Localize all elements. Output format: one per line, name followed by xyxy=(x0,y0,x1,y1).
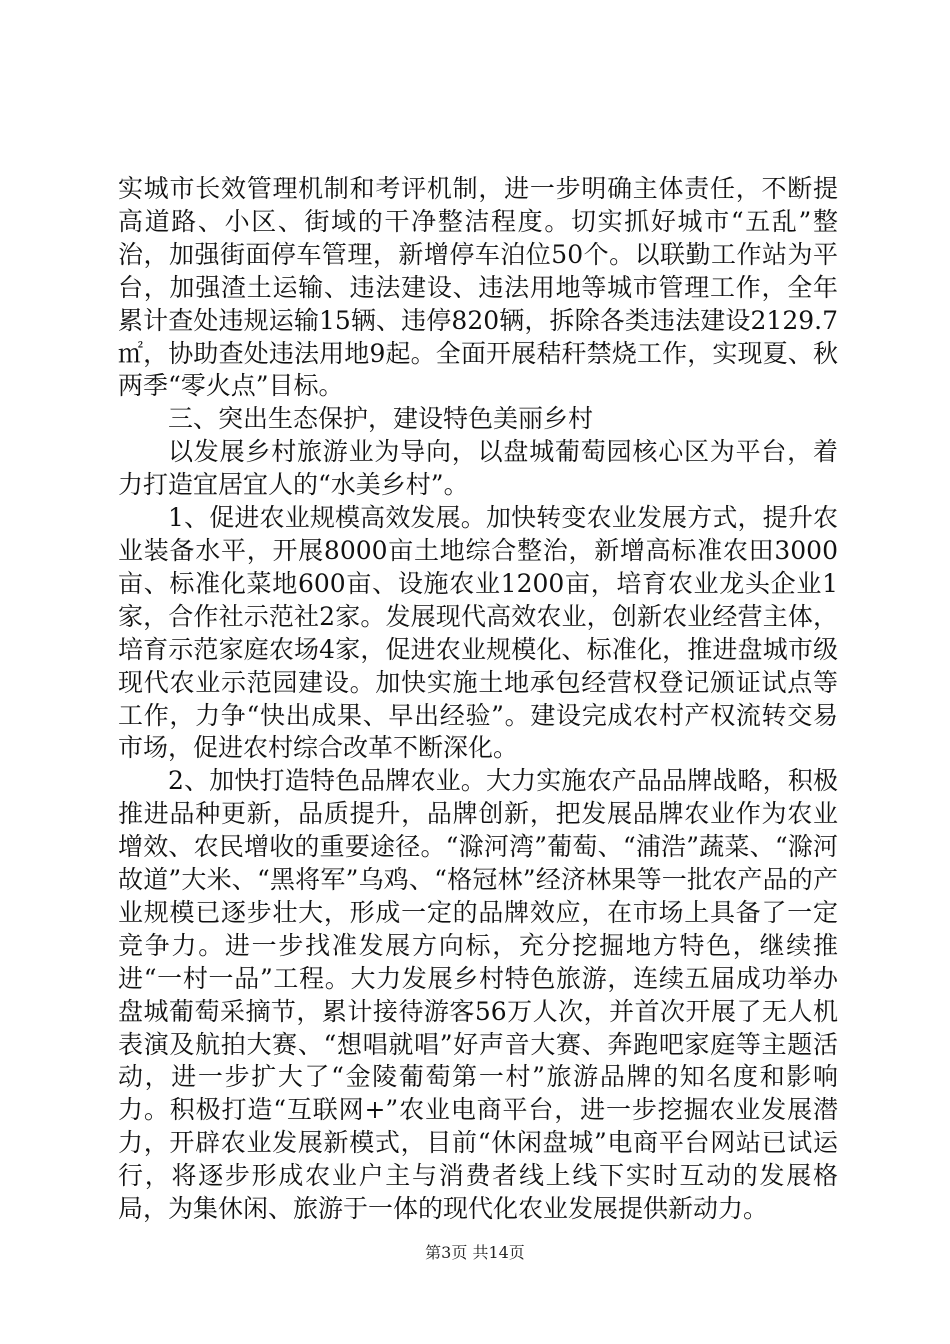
paragraph-intro: 以发展乡村旅游业为导向，以盘城葡萄园核心区为平台，着力打造宜居宜人的“水美乡村”。 xyxy=(118,437,838,500)
paragraph-continuation: 实城市长效管理机制和考评机制，进一步明确主体责任，不断提高道路、小区、街域的干净整洁程度。切实抓好城市“五乱”整治，加强街面停车管理，新增停车泊位50个。以联勤工作站为平台，加强渣土运输、违法建设、违法用地等城市管理工作，全年累计查处违规运输15辆、违停820辆，拆除各类违法建设2129.7㎡，协助查处违法用地9起。全面开展秸秆禁烧工作，实现夏、秋两季“零火点”目标。 xyxy=(118,174,838,401)
document-body xyxy=(118,173,838,1226)
paragraph-item-2: 2、加快打造特色品牌农业。大力实施农产品品牌战略，积极推进品种更新，品质提升，品牌创新，把发展品牌农业作为农业增效、农民增收的重要途径。“滁河湾”葡萄、“浦浩”蔬菜、“滁河故道”大米、“黑将军”乌鸡、“格冠林”经济林果等一批农产品的产业规模已逐步壮大，形成一定的品牌效应，在市场上具备了一定竞争力。进一步找准发展方向标，充分挖掘地方特色，继续推进“一村一品”工程。大力发展乡村特色旅游，连续五届成功举办盘城葡萄采摘节，累计接待游客56万人次，并首次开展了无人机表演及航拍大赛、“想唱就唱”好声音大赛、奔跑吧家庭等主题活动，进一步扩大了“金陵葡萄第一村”旅游品牌的知名度和影响力。积极打造“互联网+”农业电商平台，进一步挖掘农业发展潜力，开辟农业发展新模式，目前“休闲盘城”电商平台网站已试运行，将逐步形成农业户主与消费者线上线下实时互动的发展格局，为集休闲、旅游于一体的现代化农业发展提供新动力。 xyxy=(118,766,838,1224)
paragraph-item-1: 1、促进农业规模高效发展。加快转变农业发展方式，提升农业装备水平，开展8000亩土地综合整治，新增高标准农田3000亩、标准化菜地600亩、设施农业1200亩，培育农业龙头企业1家，合作社示范社2家。发展现代高效农业，创新农业经营主体，培育示范家庭农场4家，促进农业规模化、标准化，推进盘城市级现代农业示范园建设。加快实施土地承包经营权登记颁证试点等工作，力争“快出成果、早出经验”。建设完成农村产权流转交易市场，促进农村综合改革不断深化。 xyxy=(118,503,838,763)
page-footer: 第3页 共14页 xyxy=(425,1243,525,1262)
section-heading: 三、突出生态保护，建设特色美丽乡村 xyxy=(168,404,594,434)
